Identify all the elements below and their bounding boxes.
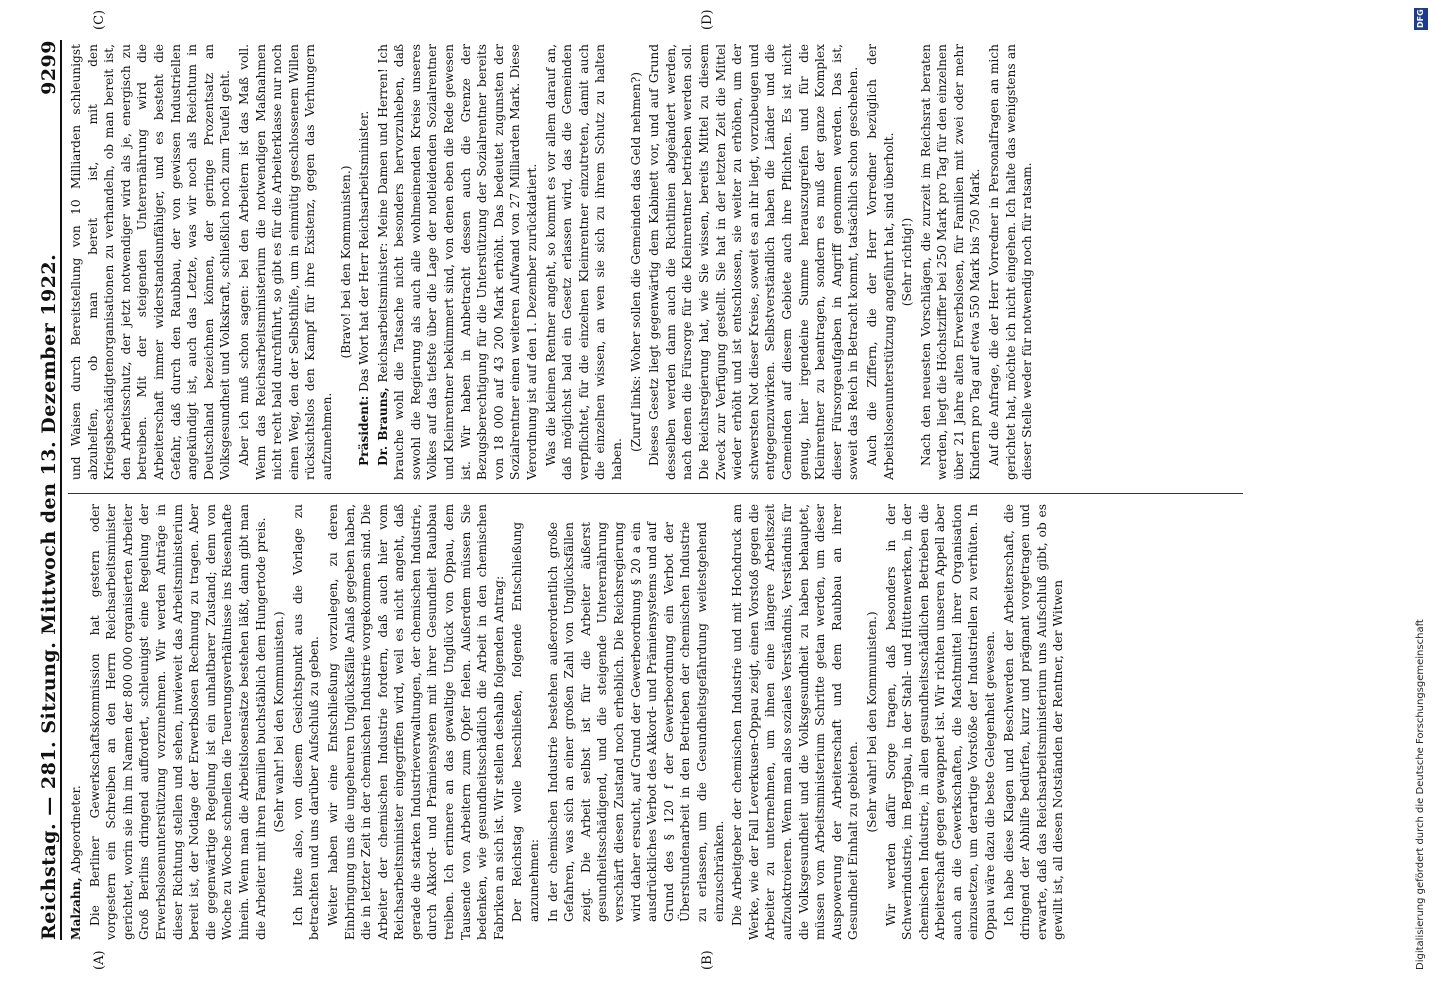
proposal-intro: Der Reichstag wolle beschließen, folgende Entschließung anzunehmen: — [510, 522, 542, 922]
column-divider — [68, 493, 1243, 494]
page-header — [30, 40, 62, 940]
right-column — [68, 44, 1248, 480]
paragraph: Ich habe diese Klagen und Beschwerden der Arbeiterschaft, die dringend der Abhilfe bedürfen, kurz und prägnant vorgetragen und erwarte, daß das Reichsarbeitsministerium uns Aufschluß gibt, ob es gewillt ist, all diesen Notständen der Rentner, der Witwen — [1001, 504, 1066, 940]
paragraph: Aber ich muß schon sagen: bei den Arbeitern ist das Maß voll. Wenn das Reichsarbeitsministerium die notwendigen Maßnahmen nicht recht bald durchführt, so gibt es für die Arbeiterklasse nur noch einen Weg, den der Selbsthilfe, um in einmütig geschlossenem Willen rücksichtslos den Kampf für ihre Existenz, gegen das Verhungern aufzunehmen. — [236, 44, 334, 480]
heckle: (Sehr richtig!) — [900, 217, 915, 307]
heckle: (Sehr wahr! bei den Kommunisten.) — [864, 611, 879, 833]
paragraph: Nach den neuesten Vorschlägen, die zurzeit im Reichsrat beraten werden, liegt die Höchstziffer bei 250 Mark pro Tag für den einzelnen über 21 Jahre alten Erwerbslosen, für Familien mit zwei oder mehr Kindern pro Tag auf etwa 550 Mark bis 750 Mark. — [918, 44, 983, 480]
president-line — [356, 44, 373, 480]
margin-letter-d: (D) — [700, 9, 715, 30]
paragraph: Dieses Gesetz liegt gegenwärtig dem Kabinett vor, und auf Grund desselben werden dann auch die Richtlinien abgeändert werden, nach denen die Fürsorge für die Kleinrentner betrieben werden soll. Die Reichsregierung hat, wie Sie wissen, bereits Mittel zu diesem Zweck zur Verfügung gestellt. Sie hat in der letzten Zeit die Mittel wieder erhöht und ist entschlossen, sie weiter zu erhöhen, um der schwersten Not dieser Kreise, soweit es an ihr liegt, vorzubeugen und entgegenzuwirken. Selbstverständlich haben die Länder und die Gemeinden auf diesem Gebiete auch ihre Pflichten. Es ist nicht genug, hier irgendeine Summe herauszugreifen und für die Kleinrentner zu beantragen, sondern es muß der ganze Komplex dieser Fürsorgeaufgaben in Angriff genommen werden. Das ist, soweit das Reich in Betracht kommt, tatsächlich schon geschehen. — [647, 44, 861, 480]
president-text: Das Wort hat der Herr Reichsarbeitsminister. — [357, 110, 372, 392]
heckle: (Bravo! bei den Kommunisten.) — [338, 165, 353, 359]
president-label: Präsident: — [357, 395, 372, 466]
minister-role: Reichsarbeitsminister: — [375, 242, 390, 383]
heckle: (Sehr wahr! bei den Kommunisten.) — [272, 611, 287, 833]
page-number: 9299 — [38, 40, 60, 95]
credit-text: Digitalisierung gefördert durch die Deutsche Forschungsgemeinschaft — [1415, 619, 1426, 970]
paragraph: Ich bitte also, von diesem Gesichtspunkt aus die Vorlage zu betrachten und uns darüber Aufschluß zu geben. — [290, 504, 322, 940]
paragraph: Die Arbeitgeber der chemischen Industrie und mit Hochdruck am Werke, wie der Fall Leverkusen-Oppau zeigt, einen Vorstoß gegen die Arbeiter zu unternehmen, um ihnen eine längere Arbeitszeit aufzuoktroieren. Wenn man also soziales Verständnis, Verständnis für die Volksgesundheit und die Volksgesundheit zu haben behauptet, müssen vom Arbeitsministerium Schritte getan werden, um dieser Auspowerung der Arbeiterschaft und dem Raubbau an ihrer Gesundheit Einhalt zu gebieten. — [730, 504, 861, 940]
speaker-role: Abgeordneter. — [69, 785, 83, 874]
paragraph: Was die kleinen Rentner angeht, so kommt es vor allem darauf an, daß möglichst bald ein Gesetz erlassen wird, das die Gemeinden verpflichtet, für die einzelnen Kleinrentner einzutreten, damit auch die einzelnen wissen, an wen sie sich zu ihrem Schutz zu halten haben. — [543, 44, 624, 480]
paragraph: Weiter haben wir eine Entschließung vorzulegen, zu deren Einbringung uns die ungeheuren Unglücksfälle Anlaß gegeben haben, die in letzter Zeit in der chemischen Industrie vorgekommen sind. Die Arbeiter der chemischen Industrie fordern, daß auch hier vom Reichsarbeitsminister eingegriffen wird, weil es nicht angeht, daß gerade die starken Industrieverwaltungen, der chemischen Industrie, durch Akkord- und Prämiensystem mit ihrer Gesundheit Raubbau treiben. Ich erinnere an das gewaltige Unglück von Oppau, dem Tausende von Arbeitern zum Opfer fielen. Außerdem müssen Sie bedenken, wie gesundheitsschädlich die Arbeit in den chemischen Fabriken an sich ist. Wir stellen deshalb folgenden Antrag: — [325, 504, 506, 940]
margin-letter-b: (B) — [700, 950, 715, 970]
paragraph: Wir werden dafür Sorge tragen, daß besonders in der Schwerindustrie, im Bergbau, in der Stahl- und Hüttenwerken, in der chemischen Industrie, in allen gesundheitsschädlichen Betrieben die Arbeiterschaft gegen gewappnet ist. Wir richten unseren Appell aber auch an die Gewerkschaften, die Machtmittel ihrer Organisation einzusetzen, um derartige Vorstöße der Industriellen zu verhüten. In Oppau wäre dazu die beste Gelegenheit gewesen. — [883, 504, 998, 940]
paragraph: und Waisen durch Bereitstellung von 10 Milliarden schleunigst abzuhelfen, ob man bereit ist, mit den Kriegsbeschädigtenorganisationen zu verhandeln, ob man bereit ist, den Arbeitsschutz, der jetzt notwendiger wird als je, energisch zu betreiben. Mit der steigenden Unterernährung wird die Arbeiterschaft immer widerstandsunfähiger, und es besteht die Gefahr, daß durch den Raubbau, der von gewissen Industriellen angekündigt ist, auch das Letzte, was wir noch als Reichtum in Deutschland bezeichnen können, der geringe Prozentsatz an Volksgesundheit und Volkskraft, schließlich noch zum Teufel geht. — [69, 44, 233, 480]
paragraph: Auf die Anfrage, die der Herr Vorredner in Personalfragen an mich gerichtet hat, möchte ich nicht eingehen. Ich halte das wenigstens an dieser Stelle weder für notwendig noch für ratsam. — [987, 44, 1035, 480]
margin-letter-c: (C) — [92, 9, 107, 30]
speaker-name: Malzahn, — [69, 877, 83, 940]
header-title: Reichstag. — 281. Sitzung. Mittwoch den 13. Dezember 1922. — [38, 253, 60, 940]
paragraph: Auch die Ziffern, die der Herr Vorredner bezüglich der Arbeitslosenunterstützung angeführt hat, sind überholt. — [864, 44, 896, 480]
dfg-logo: DFG — [1414, 8, 1428, 30]
margin-letter-a: (A) — [92, 950, 107, 970]
proposal-text: In der chemischen Industrie bestehen außerordentlich große Gefahren, was sich an einer großen Zahl von Unglücksfällen zeigt. Die Arbeit selbst ist für die Arbeiter äußerst gesundheitsschädigend, und die steigende Unterernährung verschärft diesen Zustand noch erheblich. Die Reichsregierung wird daher ersucht, auf Grund der Gewerbeordnung § 20 a ein ausdrückliches Verbot des Akkord- und Prämiensystems und auf Grund des § 120 f der Gewerbeordnung ein Verbot der Überstundenarbeit in den Betrieben der chemischen Industrie zu erlassen, um die Gesundheitsgefährdung weitestgehend einzuschränken. — [545, 522, 726, 922]
minister-name: Dr. Brauns, — [375, 387, 390, 466]
left-column — [68, 504, 1248, 940]
minister-line — [375, 44, 541, 480]
digitization-credit — [1412, 10, 1430, 990]
paragraph: Die Berliner Gewerkschaftskommission hat gestern oder vorgestern ein Schreiben an den Herrn Reichsarbeitsminister gerichtet, worin sie ihn im Namen der 800 000 organisierten Arbeiter Groß Berlins dringend auffordert, schleunigst eine Regelung der Erwerbslosenunterstützung vorzunehmen. Wir werden Anträge in dieser Richtung stellen und sehen, inwieweit das Arbeitsministerium bereit ist, der Notlage der Erwerbslosen Rechnung zu tragen. Aber die gegenwärtige Regelung ist ein unhaltbarer Zustand; denn von Woche zu Woche schnellen die Teuerungsverhältnisse ins Riesenhafte hinein. Wenn man die Arbeitslosensätze bestehen läßt, dann gibt man die Arbeiter mit ihren Familien buchstäblich dem Hungertode preis. — [87, 504, 268, 940]
speaker-line — [68, 504, 85, 940]
minister-speech: Meine Damen und Herren! Ich brauche wohl die Tatsache nicht besonders hervorzuheben, daß sowohl die Regierung als auch alle wohlmeinenden Kreise unseres Volkes auf das tiefste über die Lage der notleidenden Sozialrentner und Kleinrentner bekümmert sind, von denen eben die Rede gewesen ist. Wir haben in Anbetracht dessen auch die Grenze der Bezugsberechtigung für die Unterstützung der Sozialrentner bereits von 18 000 auf 43 200 Mark erhöht. Das bedeutet zugunsten der Sozialrentner einen weiteren Aufwand von 27 Milliarden Mark. Diese Verordnung ist auf den 1. Dezember zurückdatiert. — [375, 44, 540, 480]
heckle: (Zuruf links: Woher sollen die Gemeinden das Geld nehmen?) — [628, 71, 643, 453]
